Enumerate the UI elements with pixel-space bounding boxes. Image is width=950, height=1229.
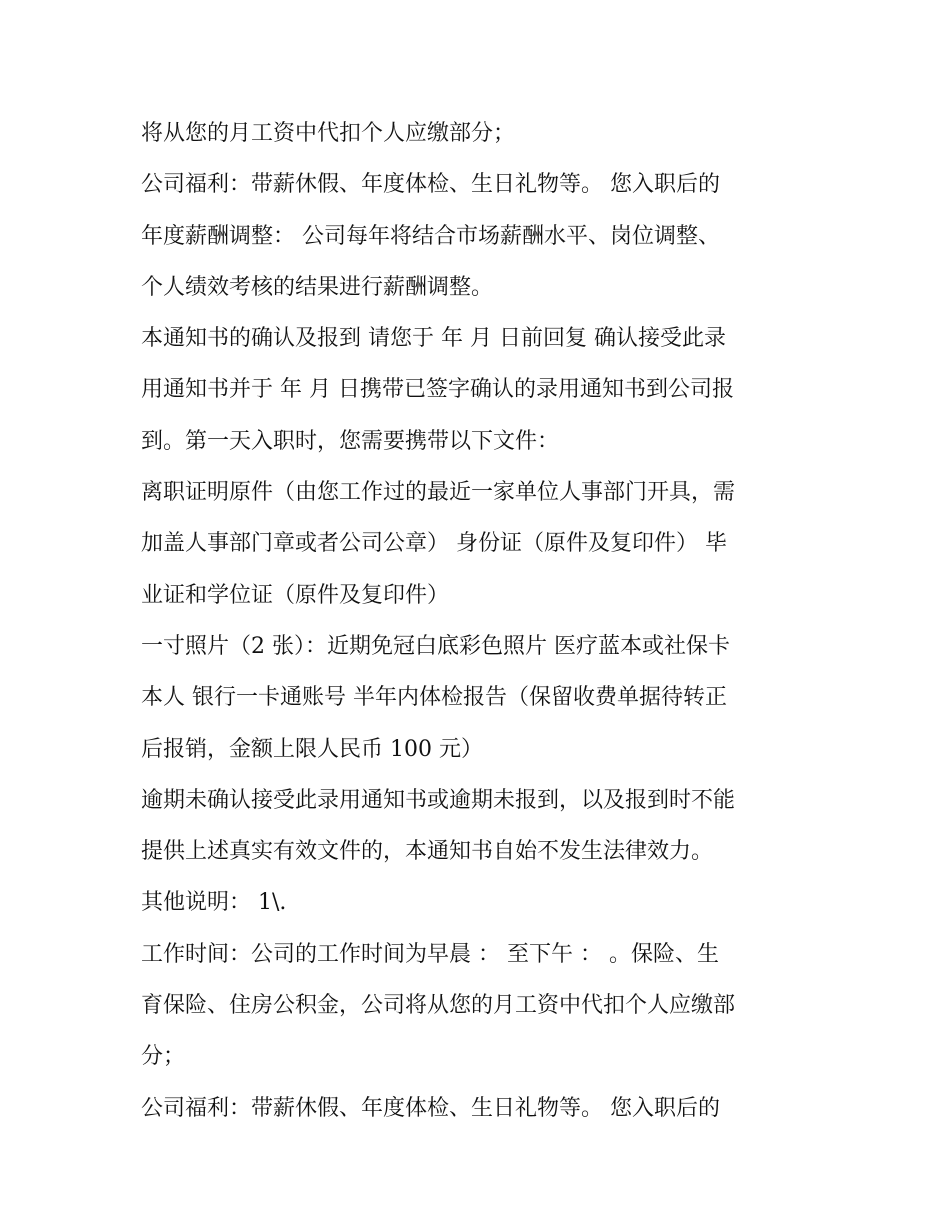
text-line: 业证和学位证（原件及复印件） [141, 582, 450, 608]
text-line: 将从您的月工资中代扣个人应缴部分； [141, 121, 516, 146]
text-line: 公司福利：带薪休假、年度体检、生日礼物等。 您入职后的 [141, 172, 720, 198]
text-line: 个人绩效考核的结果进行薪酬调整。 [141, 274, 494, 300]
text-line: 育保险、住房公积金，公司将从您的月工资中代扣个人应缴部 [141, 993, 736, 1019]
text-line: 其他说明： 1\. [141, 890, 287, 916]
text-line: 本通知书的确认及报到 请您于 年 月 日前回复 确认接受此录 [141, 326, 726, 352]
text-line: 年度薪酬调整： 公司每年将结合市场薪酬水平、岗位调整、 [141, 223, 720, 249]
document-body [141, 108, 821, 1134]
text-line: 公司福利：带薪休假、年度体检、生日礼物等。 您入职后的 [141, 1095, 720, 1121]
text-line: 一寸照片（2 张）：近期免冠白底彩色照片 医疗蓝本或社保卡 [141, 633, 730, 659]
text-line: 用通知书并于 年 月 日携带已签字确认的录用通知书到公司报 [141, 377, 734, 403]
text-line: 工作时间：公司的工作时间为早晨 ： 至下午 ： 。保险、生 [141, 941, 719, 967]
text-line: 本人 银行一卡通账号 半年内体检报告（保留收费单据待转正 [141, 685, 727, 711]
text-line: 离职证明原件（由您工作过的最近一家单位人事部门开具，需 [141, 480, 736, 506]
text-line: 加盖人事部门章或者公司公章） 身份证（原件及复印件） 毕 [141, 531, 727, 557]
text-line: 后报销，金额上限人民币 100 元） [141, 736, 483, 762]
text-line: 到。第一天入职时，您需要携带以下文件： [141, 428, 560, 454]
text-line: 提供上述真实有效文件的，本通知书自始不发生法律效力。 [141, 839, 714, 865]
text-line: 分； [141, 1044, 186, 1070]
text-line: 逾期未确认接受此录用通知书或逾期未报到，以及报到时不能 [141, 787, 736, 813]
